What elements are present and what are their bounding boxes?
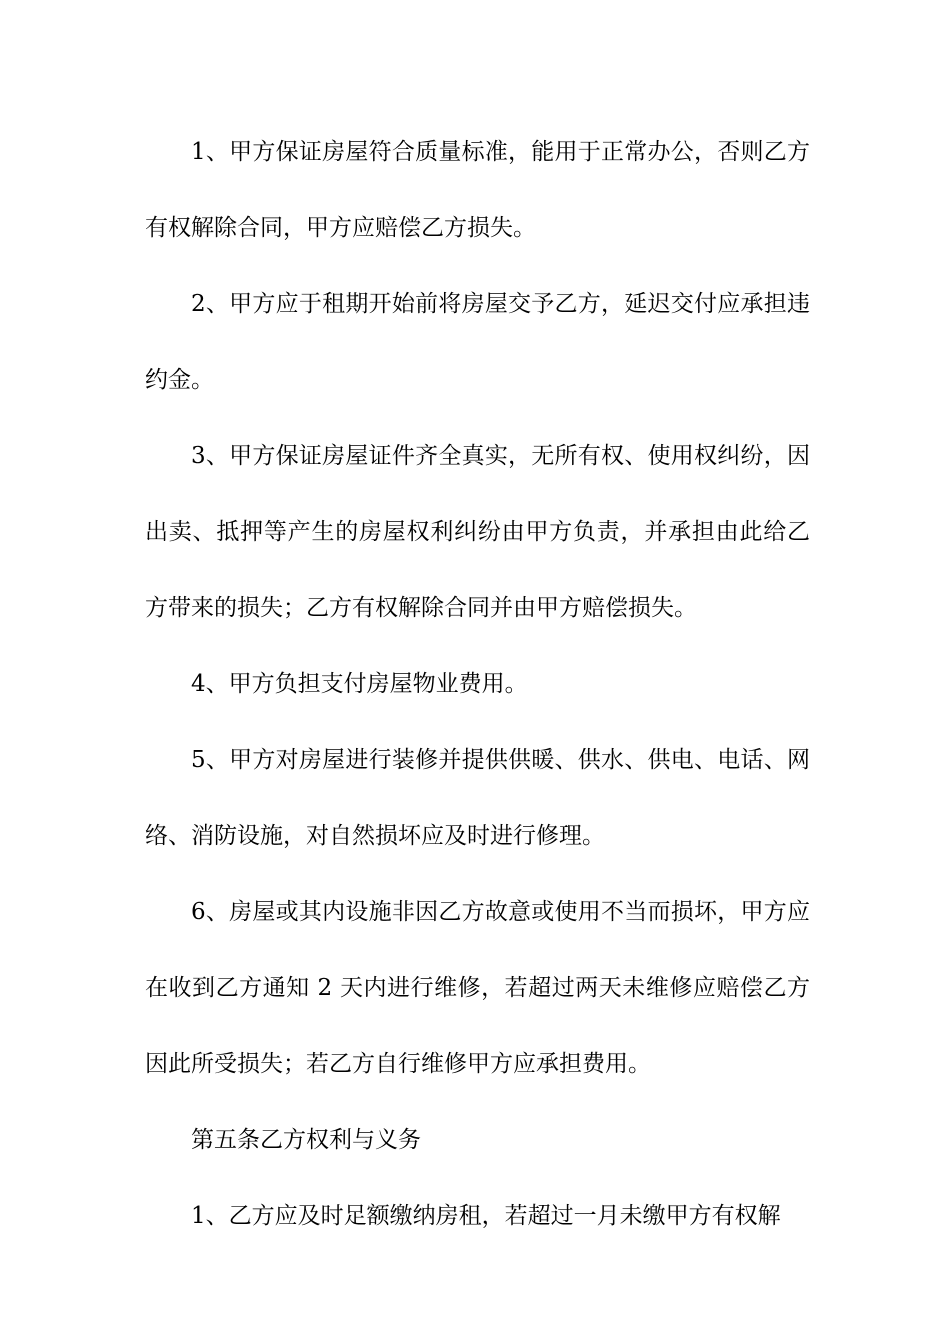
document-body [145,114,810,1254]
paragraph-landlord-delivery: 2、甲方应于租期开始前将房屋交予乙方，延迟交付应承担违约金。 [145,291,810,393]
paragraph-landlord-repairs: 6、房屋或其内设施非因乙方故意或使用不当而损坏，甲方应在收到乙方通知 2 天内进行维修，若超过两天未维修应赔偿乙方因此所受损失；若乙方自行维修甲方应承担费用。 [145,899,810,1077]
paragraph-landlord-quality: 1、甲方保证房屋符合质量标准，能用于正常办公，否则乙方有权解除合同，甲方应赔偿乙方损失。 [145,139,810,241]
section-heading-article-five: 第五条乙方权利与义务 [191,1127,421,1153]
paragraph-landlord-certificates: 3、甲方保证房屋证件齐全真实，无所有权、使用权纠纷，因出卖、抵押等产生的房屋权利纠纷由甲方负责，并承担由此给乙方带来的损失；乙方有权解除合同并由甲方赔偿损失。 [145,443,810,621]
paragraph-tenant-rent: 1、乙方应及时足额缴纳房租，若超过一月未缴甲方有权解 [191,1203,781,1229]
paragraph-landlord-facilities: 5、甲方对房屋进行装修并提供供暖、供水、供电、电话、网络、消防设施，对自然损坏应及时进行修理。 [145,747,810,849]
paragraph-landlord-property-fees: 4、甲方负担支付房屋物业费用。 [191,671,528,697]
